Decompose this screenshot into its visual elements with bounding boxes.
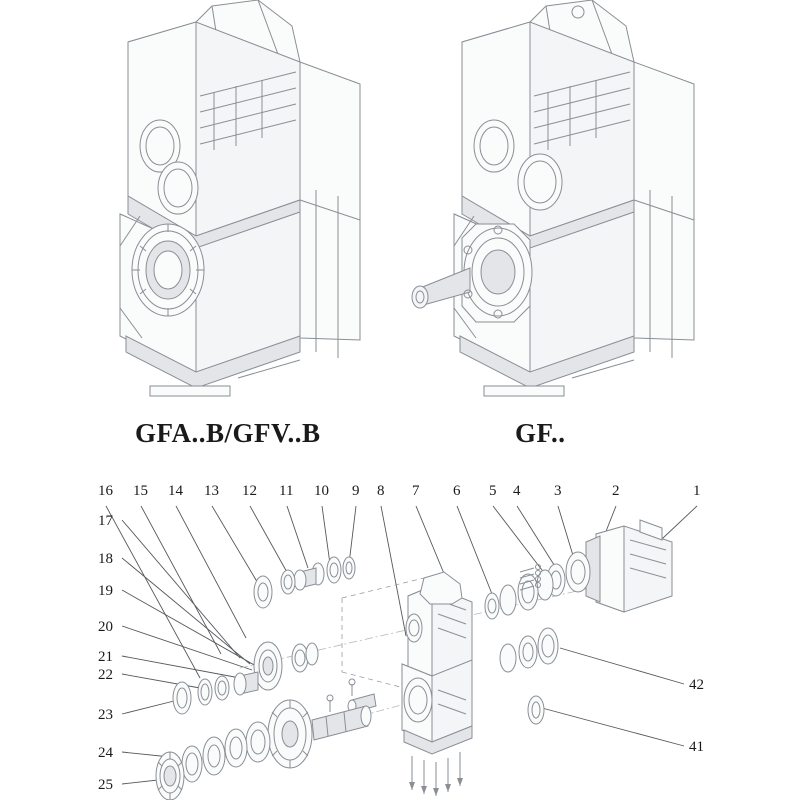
callout-7: 7	[412, 483, 420, 499]
callout-1: 1	[693, 483, 701, 499]
callout-10: 10	[314, 483, 329, 499]
callout-5: 5	[489, 483, 497, 499]
caption-gfab-gfvb: GFA..B/GFV..B	[135, 418, 321, 448]
callout-3: 3	[554, 483, 562, 499]
projection-lines	[342, 578, 452, 690]
callout-42: 42	[689, 677, 704, 693]
input-shaft-train	[173, 557, 355, 714]
output-shaft-train	[156, 628, 558, 800]
leader-lines-left	[122, 520, 256, 784]
callout-22: 22	[98, 667, 113, 683]
callout-4: 4	[513, 483, 521, 499]
callout-25: 25	[98, 777, 113, 793]
output-shaft-right	[412, 224, 532, 322]
callout-13: 13	[204, 483, 219, 499]
assembly-axes	[160, 572, 660, 770]
callout-19: 19	[98, 583, 113, 599]
adapter-flanges	[485, 564, 565, 619]
callout-23: 23	[98, 707, 113, 723]
leader-lines-right	[542, 648, 684, 746]
fastener-cluster	[520, 565, 541, 591]
callout-20: 20	[98, 619, 113, 635]
gearbox-unit-right	[412, 0, 694, 396]
motor-assembly	[566, 520, 672, 612]
leader-lines-top	[106, 506, 697, 678]
output-bearing-ring-left	[132, 224, 204, 316]
shaft-pins	[326, 679, 376, 728]
callout-18: 18	[98, 551, 113, 567]
callout-17: 17	[98, 513, 113, 529]
callout-8: 8	[377, 483, 385, 499]
callout-11: 11	[279, 483, 294, 499]
callout-6: 6	[453, 483, 461, 499]
callout-15: 15	[133, 483, 148, 499]
gear-housing-exploded	[402, 572, 472, 796]
callout-21: 21	[98, 649, 113, 665]
caption-gf: GF..	[515, 418, 566, 448]
callout-14: 14	[168, 483, 183, 499]
callout-41: 41	[689, 739, 704, 755]
callout-12: 12	[242, 483, 257, 499]
callout-9: 9	[352, 483, 360, 499]
callout-16: 16	[98, 483, 113, 499]
gearbox-unit-left	[120, 0, 360, 396]
callout-24: 24	[98, 745, 113, 761]
callout-2: 2	[612, 483, 620, 499]
